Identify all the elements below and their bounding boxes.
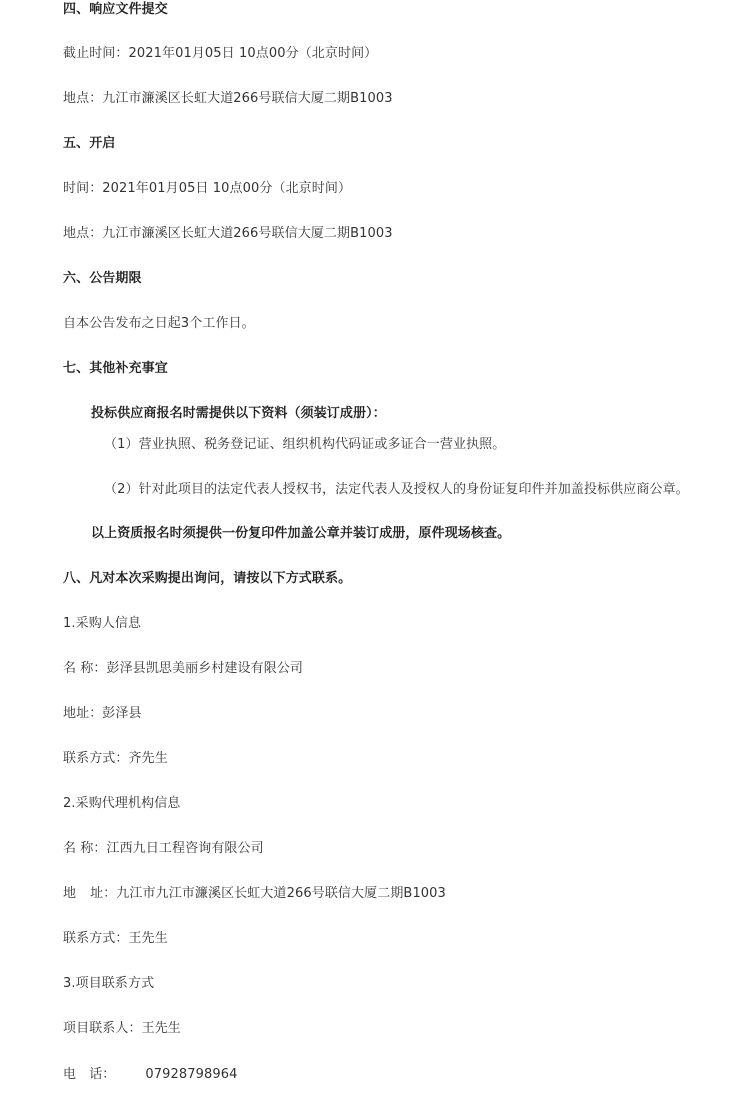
purchaser-name: 名 称：彭泽县凯思美丽乡村建设有限公司 [63, 661, 304, 676]
opening-location: 地点：九江市濂溪区长虹大道266号联信大厦二期B1003 [63, 226, 393, 241]
agency-address-label: 地 [63, 886, 77, 901]
agency-address [63, 885, 446, 903]
agency-info-heading: 2.采购代理机构信息 [63, 796, 181, 811]
opening-time: 时间：2021年01月05日 10点00分（北京时间） [63, 181, 352, 196]
announcement-period-text: 自本公告发布之日起3个工作日。 [63, 316, 255, 331]
section-5-heading: 五、开启 [63, 136, 116, 151]
purchaser-address: 地址：彭泽县 [63, 706, 142, 721]
agency-contact: 联系方式：王先生 [63, 931, 168, 946]
project-phone-label: 电 话： [63, 1067, 116, 1082]
project-phone-value: 07928798964 [145, 1067, 238, 1082]
qualification-note: 以上资质报名时须提供一份复印件加盖公章并装订成册，原件现场核查。 [91, 526, 511, 541]
section-7-heading: 七、其他补充事宜 [63, 361, 168, 376]
section-4-heading: 四、响应文件提交 [63, 2, 168, 17]
project-phone [63, 1066, 238, 1084]
submission-location: 地点：九江市濂溪区长虹大道266号联信大厦二期B1003 [63, 91, 393, 106]
project-contact-heading: 3.项目联系方式 [63, 976, 155, 991]
agency-address-value: 址：九江市九江市濂溪区长虹大道266号联信大厦二期B1003 [90, 886, 446, 901]
project-contact-person: 项目联系人：王先生 [63, 1021, 181, 1036]
section-8-heading: 八、凡对本次采购提出询问，请按以下方式联系。 [63, 571, 352, 586]
submission-deadline: 截止时间：2021年01月05日 10点00分（北京时间） [63, 46, 378, 61]
section-6-heading: 六、公告期限 [63, 271, 142, 286]
required-material-item-1: （1）营业执照、税务登记证、组织机构代码证或多证合一营业执照。 [104, 437, 506, 452]
required-materials-intro: 投标供应商报名时需提供以下资料（须装订成册）： [91, 406, 386, 421]
purchaser-contact: 联系方式：齐先生 [63, 751, 168, 766]
required-material-item-2: （2）针对此项目的法定代表人授权书，法定代表人及授权人的身份证复印件并加盖投标供应商公章。 [104, 482, 689, 497]
agency-name: 名 称：江西九日工程咨询有限公司 [63, 841, 264, 856]
purchaser-info-heading: 1.采购人信息 [63, 616, 142, 631]
